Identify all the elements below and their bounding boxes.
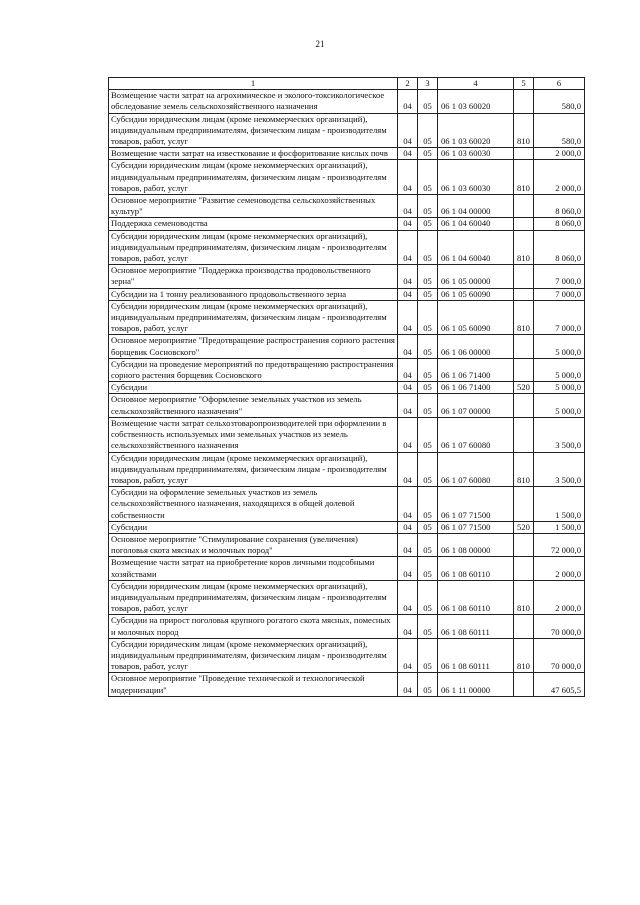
- expense-type-cell: [514, 487, 534, 522]
- section-cell: 04: [398, 394, 418, 417]
- item-name-cell: Субсидии юридическим лицам (кроме некоммерческих организаций), индивидуальным предпринимателям, физическим лицам - производителям товаров, работ, услуг: [109, 452, 398, 487]
- table-row: [109, 160, 585, 195]
- table-row: [109, 113, 585, 148]
- subsection-cell: 05: [418, 113, 438, 148]
- target-code-cell: 06 1 05 60090: [438, 300, 514, 335]
- table-header-row: [109, 78, 585, 90]
- amount-cell: 580,0: [534, 113, 585, 148]
- section-cell: 04: [398, 533, 418, 556]
- item-name-cell: Субсидии юридическим лицам (кроме некоммерческих организаций), индивидуальным предпринимателям, физическим лицам - производителям товаров, работ, услуг: [109, 113, 398, 148]
- table-body: [109, 90, 585, 697]
- table-row: [109, 394, 585, 417]
- target-code-cell: 06 1 08 60110: [438, 557, 514, 580]
- target-code-cell: 06 1 07 00000: [438, 394, 514, 417]
- item-name-cell: Субсидии на 1 тонну реализованного продовольственного зерна: [109, 288, 398, 300]
- item-name-cell: Субсидии юридическим лицам (кроме некоммерческих организаций), индивидуальным предпринимателям, физическим лицам - производителям товаров, работ, услуг: [109, 230, 398, 265]
- expense-type-cell: [514, 218, 534, 230]
- amount-cell: 5 000,0: [534, 394, 585, 417]
- item-name-cell: Основное мероприятие "Стимулирование сохранения (увеличения) поголовья скота мясных и молочных пород": [109, 533, 398, 556]
- section-cell: 04: [398, 382, 418, 394]
- amount-cell: 70 000,0: [534, 638, 585, 673]
- subsection-cell: 05: [418, 487, 438, 522]
- section-cell: 04: [398, 113, 418, 148]
- section-cell: 04: [398, 160, 418, 195]
- table-row: [109, 90, 585, 113]
- section-cell: 04: [398, 300, 418, 335]
- amount-cell: 1 500,0: [534, 521, 585, 533]
- page-number: 21: [315, 39, 325, 49]
- target-code-cell: 06 1 04 00000: [438, 195, 514, 218]
- section-cell: 04: [398, 218, 418, 230]
- table-row: [109, 265, 585, 288]
- section-cell: 04: [398, 487, 418, 522]
- expense-type-cell: [514, 358, 534, 381]
- table-row: [109, 148, 585, 160]
- section-cell: 04: [398, 521, 418, 533]
- amount-cell: 5 000,0: [534, 382, 585, 394]
- expense-type-cell: 810: [514, 160, 534, 195]
- table-row: [109, 358, 585, 381]
- target-code-cell: 06 1 07 60080: [438, 452, 514, 487]
- table-row: [109, 300, 585, 335]
- target-code-cell: 06 1 03 60030: [438, 148, 514, 160]
- item-name-cell: Основное мероприятие "Проведение технической и технологической модернизации": [109, 673, 398, 696]
- amount-cell: 1 500,0: [534, 487, 585, 522]
- expense-type-cell: 520: [514, 521, 534, 533]
- item-name-cell: Субсидии на оформление земельных участков из земель сельскохозяйственного назначения, находящихся в общей долевой собственности: [109, 487, 398, 522]
- subsection-cell: 05: [418, 288, 438, 300]
- target-code-cell: 06 1 08 60110: [438, 580, 514, 615]
- target-code-cell: 06 1 07 71500: [438, 521, 514, 533]
- subsection-cell: 05: [418, 358, 438, 381]
- subsection-cell: 05: [418, 580, 438, 615]
- subsection-cell: 05: [418, 417, 438, 452]
- expense-type-cell: [514, 557, 534, 580]
- amount-cell: 8 060,0: [534, 218, 585, 230]
- item-name-cell: Субсидии юридическим лицам (кроме некоммерческих организаций), индивидуальным предпринимателям, физическим лицам - производителям товаров, работ, услуг: [109, 300, 398, 335]
- header-cell: 1: [109, 78, 398, 90]
- table-row: [109, 417, 585, 452]
- header-cell: 4: [438, 78, 514, 90]
- header-cell: 5: [514, 78, 534, 90]
- table-row: [109, 521, 585, 533]
- subsection-cell: 05: [418, 557, 438, 580]
- amount-cell: 7 000,0: [534, 288, 585, 300]
- amount-cell: 2 000,0: [534, 580, 585, 615]
- target-code-cell: 06 1 05 00000: [438, 265, 514, 288]
- amount-cell: 2 000,0: [534, 148, 585, 160]
- target-code-cell: 06 1 08 60111: [438, 638, 514, 673]
- amount-cell: 3 500,0: [534, 452, 585, 487]
- expense-type-cell: [514, 90, 534, 113]
- item-name-cell: Субсидии на проведение мероприятий по предотвращению распространения сорного растения борщевик Сосновского: [109, 358, 398, 381]
- table-row: [109, 638, 585, 673]
- target-code-cell: 06 1 03 60030: [438, 160, 514, 195]
- table-row: [109, 452, 585, 487]
- subsection-cell: 05: [418, 394, 438, 417]
- item-name-cell: Основное мероприятие "Поддержка производства продовольственного зерна": [109, 265, 398, 288]
- amount-cell: 7 000,0: [534, 265, 585, 288]
- target-code-cell: 06 1 04 60040: [438, 230, 514, 265]
- table-row: [109, 487, 585, 522]
- table-row: [109, 557, 585, 580]
- subsection-cell: 05: [418, 195, 438, 218]
- target-code-cell: 06 1 06 71400: [438, 358, 514, 381]
- header-cell: 6: [534, 78, 585, 90]
- subsection-cell: 05: [418, 521, 438, 533]
- table-row: [109, 615, 585, 638]
- amount-cell: 3 500,0: [534, 417, 585, 452]
- target-code-cell: 06 1 11 00000: [438, 673, 514, 696]
- section-cell: 04: [398, 580, 418, 615]
- section-cell: 04: [398, 265, 418, 288]
- amount-cell: 8 060,0: [534, 230, 585, 265]
- section-cell: 04: [398, 557, 418, 580]
- expense-type-cell: [514, 195, 534, 218]
- amount-cell: 72 000,0: [534, 533, 585, 556]
- section-cell: 04: [398, 335, 418, 358]
- subsection-cell: 05: [418, 218, 438, 230]
- expense-type-cell: 810: [514, 580, 534, 615]
- subsection-cell: 05: [418, 533, 438, 556]
- table-row: [109, 533, 585, 556]
- table-row: [109, 382, 585, 394]
- item-name-cell: Основное мероприятие "Развитие семеноводства сельскохозяйственных культур": [109, 195, 398, 218]
- table-row: [109, 288, 585, 300]
- subsection-cell: 05: [418, 615, 438, 638]
- item-name-cell: Основное мероприятие "Оформление земельных участков из земель сельскохозяйственного назначения": [109, 394, 398, 417]
- target-code-cell: 06 1 04 60040: [438, 218, 514, 230]
- expense-type-cell: [514, 673, 534, 696]
- target-code-cell: 06 1 08 00000: [438, 533, 514, 556]
- section-cell: 04: [398, 615, 418, 638]
- expense-type-cell: [514, 394, 534, 417]
- subsection-cell: 05: [418, 673, 438, 696]
- section-cell: 04: [398, 90, 418, 113]
- expense-type-cell: 810: [514, 452, 534, 487]
- subsection-cell: 05: [418, 265, 438, 288]
- subsection-cell: 05: [418, 300, 438, 335]
- section-cell: 04: [398, 638, 418, 673]
- subsection-cell: 05: [418, 382, 438, 394]
- item-name-cell: Субсидии: [109, 382, 398, 394]
- target-code-cell: 06 1 03 60020: [438, 113, 514, 148]
- section-cell: 04: [398, 230, 418, 265]
- subsection-cell: 05: [418, 638, 438, 673]
- item-name-cell: Возмещение части затрат на приобретение коров личными подсобными хозяйствами: [109, 557, 398, 580]
- amount-cell: 580,0: [534, 90, 585, 113]
- item-name-cell: Поддержка семеноводства: [109, 218, 398, 230]
- item-name-cell: Возмещение части затрат на агрохимическое и эколого-токсикологическое обследование земель сельскохозяйственного назначения: [109, 90, 398, 113]
- table-row: [109, 673, 585, 696]
- target-code-cell: 06 1 06 71400: [438, 382, 514, 394]
- section-cell: 04: [398, 148, 418, 160]
- subsection-cell: 05: [418, 90, 438, 113]
- expense-type-cell: 520: [514, 382, 534, 394]
- expense-type-cell: 810: [514, 300, 534, 335]
- expense-type-cell: [514, 615, 534, 638]
- item-name-cell: Субсидии: [109, 521, 398, 533]
- subsection-cell: 05: [418, 452, 438, 487]
- item-name-cell: Основное мероприятие "Предотвращение распространения сорного растения борщевик Сосновского": [109, 335, 398, 358]
- amount-cell: 47 605,5: [534, 673, 585, 696]
- target-code-cell: 06 1 05 60090: [438, 288, 514, 300]
- amount-cell: 8 060,0: [534, 195, 585, 218]
- expense-type-cell: [514, 265, 534, 288]
- table-row: [109, 218, 585, 230]
- table-row: [109, 195, 585, 218]
- expense-type-cell: 810: [514, 230, 534, 265]
- subsection-cell: 05: [418, 148, 438, 160]
- table-row: [109, 580, 585, 615]
- amount-cell: 70 000,0: [534, 615, 585, 638]
- section-cell: 04: [398, 452, 418, 487]
- target-code-cell: 06 1 06 00000: [438, 335, 514, 358]
- subsection-cell: 05: [418, 230, 438, 265]
- section-cell: 04: [398, 417, 418, 452]
- header-cell: 2: [398, 78, 418, 90]
- amount-cell: 2 000,0: [534, 160, 585, 195]
- target-code-cell: 06 1 07 60080: [438, 417, 514, 452]
- amount-cell: 2 000,0: [534, 557, 585, 580]
- section-cell: 04: [398, 673, 418, 696]
- expense-type-cell: [514, 148, 534, 160]
- expense-type-cell: [514, 288, 534, 300]
- target-code-cell: 06 1 03 60020: [438, 90, 514, 113]
- item-name-cell: Субсидии юридическим лицам (кроме некоммерческих организаций), индивидуальным предпринимателям, физическим лицам - производителям товаров, работ, услуг: [109, 580, 398, 615]
- target-code-cell: 06 1 07 71500: [438, 487, 514, 522]
- amount-cell: 7 000,0: [534, 300, 585, 335]
- expense-type-cell: [514, 533, 534, 556]
- expense-type-cell: [514, 417, 534, 452]
- expense-type-cell: [514, 335, 534, 358]
- subsection-cell: 05: [418, 160, 438, 195]
- table-row: [109, 335, 585, 358]
- subsection-cell: 05: [418, 335, 438, 358]
- section-cell: 04: [398, 195, 418, 218]
- amount-cell: 5 000,0: [534, 358, 585, 381]
- amount-cell: 5 000,0: [534, 335, 585, 358]
- header-cell: 3: [418, 78, 438, 90]
- section-cell: 04: [398, 288, 418, 300]
- budget-table: [108, 77, 585, 697]
- item-name-cell: Субсидии юридическим лицам (кроме некоммерческих организаций), индивидуальным предпринимателям, физическим лицам - производителям товаров, работ, услуг: [109, 160, 398, 195]
- item-name-cell: Субсидии на прирост поголовья крупного рогатого скота мясных, помесных и молочных пород: [109, 615, 398, 638]
- section-cell: 04: [398, 358, 418, 381]
- item-name-cell: Возмещение части затрат сельхозтоваропроизводителей при оформлении в собственность используемых ими земельных участков из земель сельскохозяйственного назначения: [109, 417, 398, 452]
- table-row: [109, 230, 585, 265]
- target-code-cell: 06 1 08 60111: [438, 615, 514, 638]
- item-name-cell: Возмещение части затрат на известкование и фосфоритование кислых почв: [109, 148, 398, 160]
- expense-type-cell: 810: [514, 113, 534, 148]
- item-name-cell: Субсидии юридическим лицам (кроме некоммерческих организаций), индивидуальным предпринимателям, физическим лицам - производителям товаров, работ, услуг: [109, 638, 398, 673]
- expense-type-cell: 810: [514, 638, 534, 673]
